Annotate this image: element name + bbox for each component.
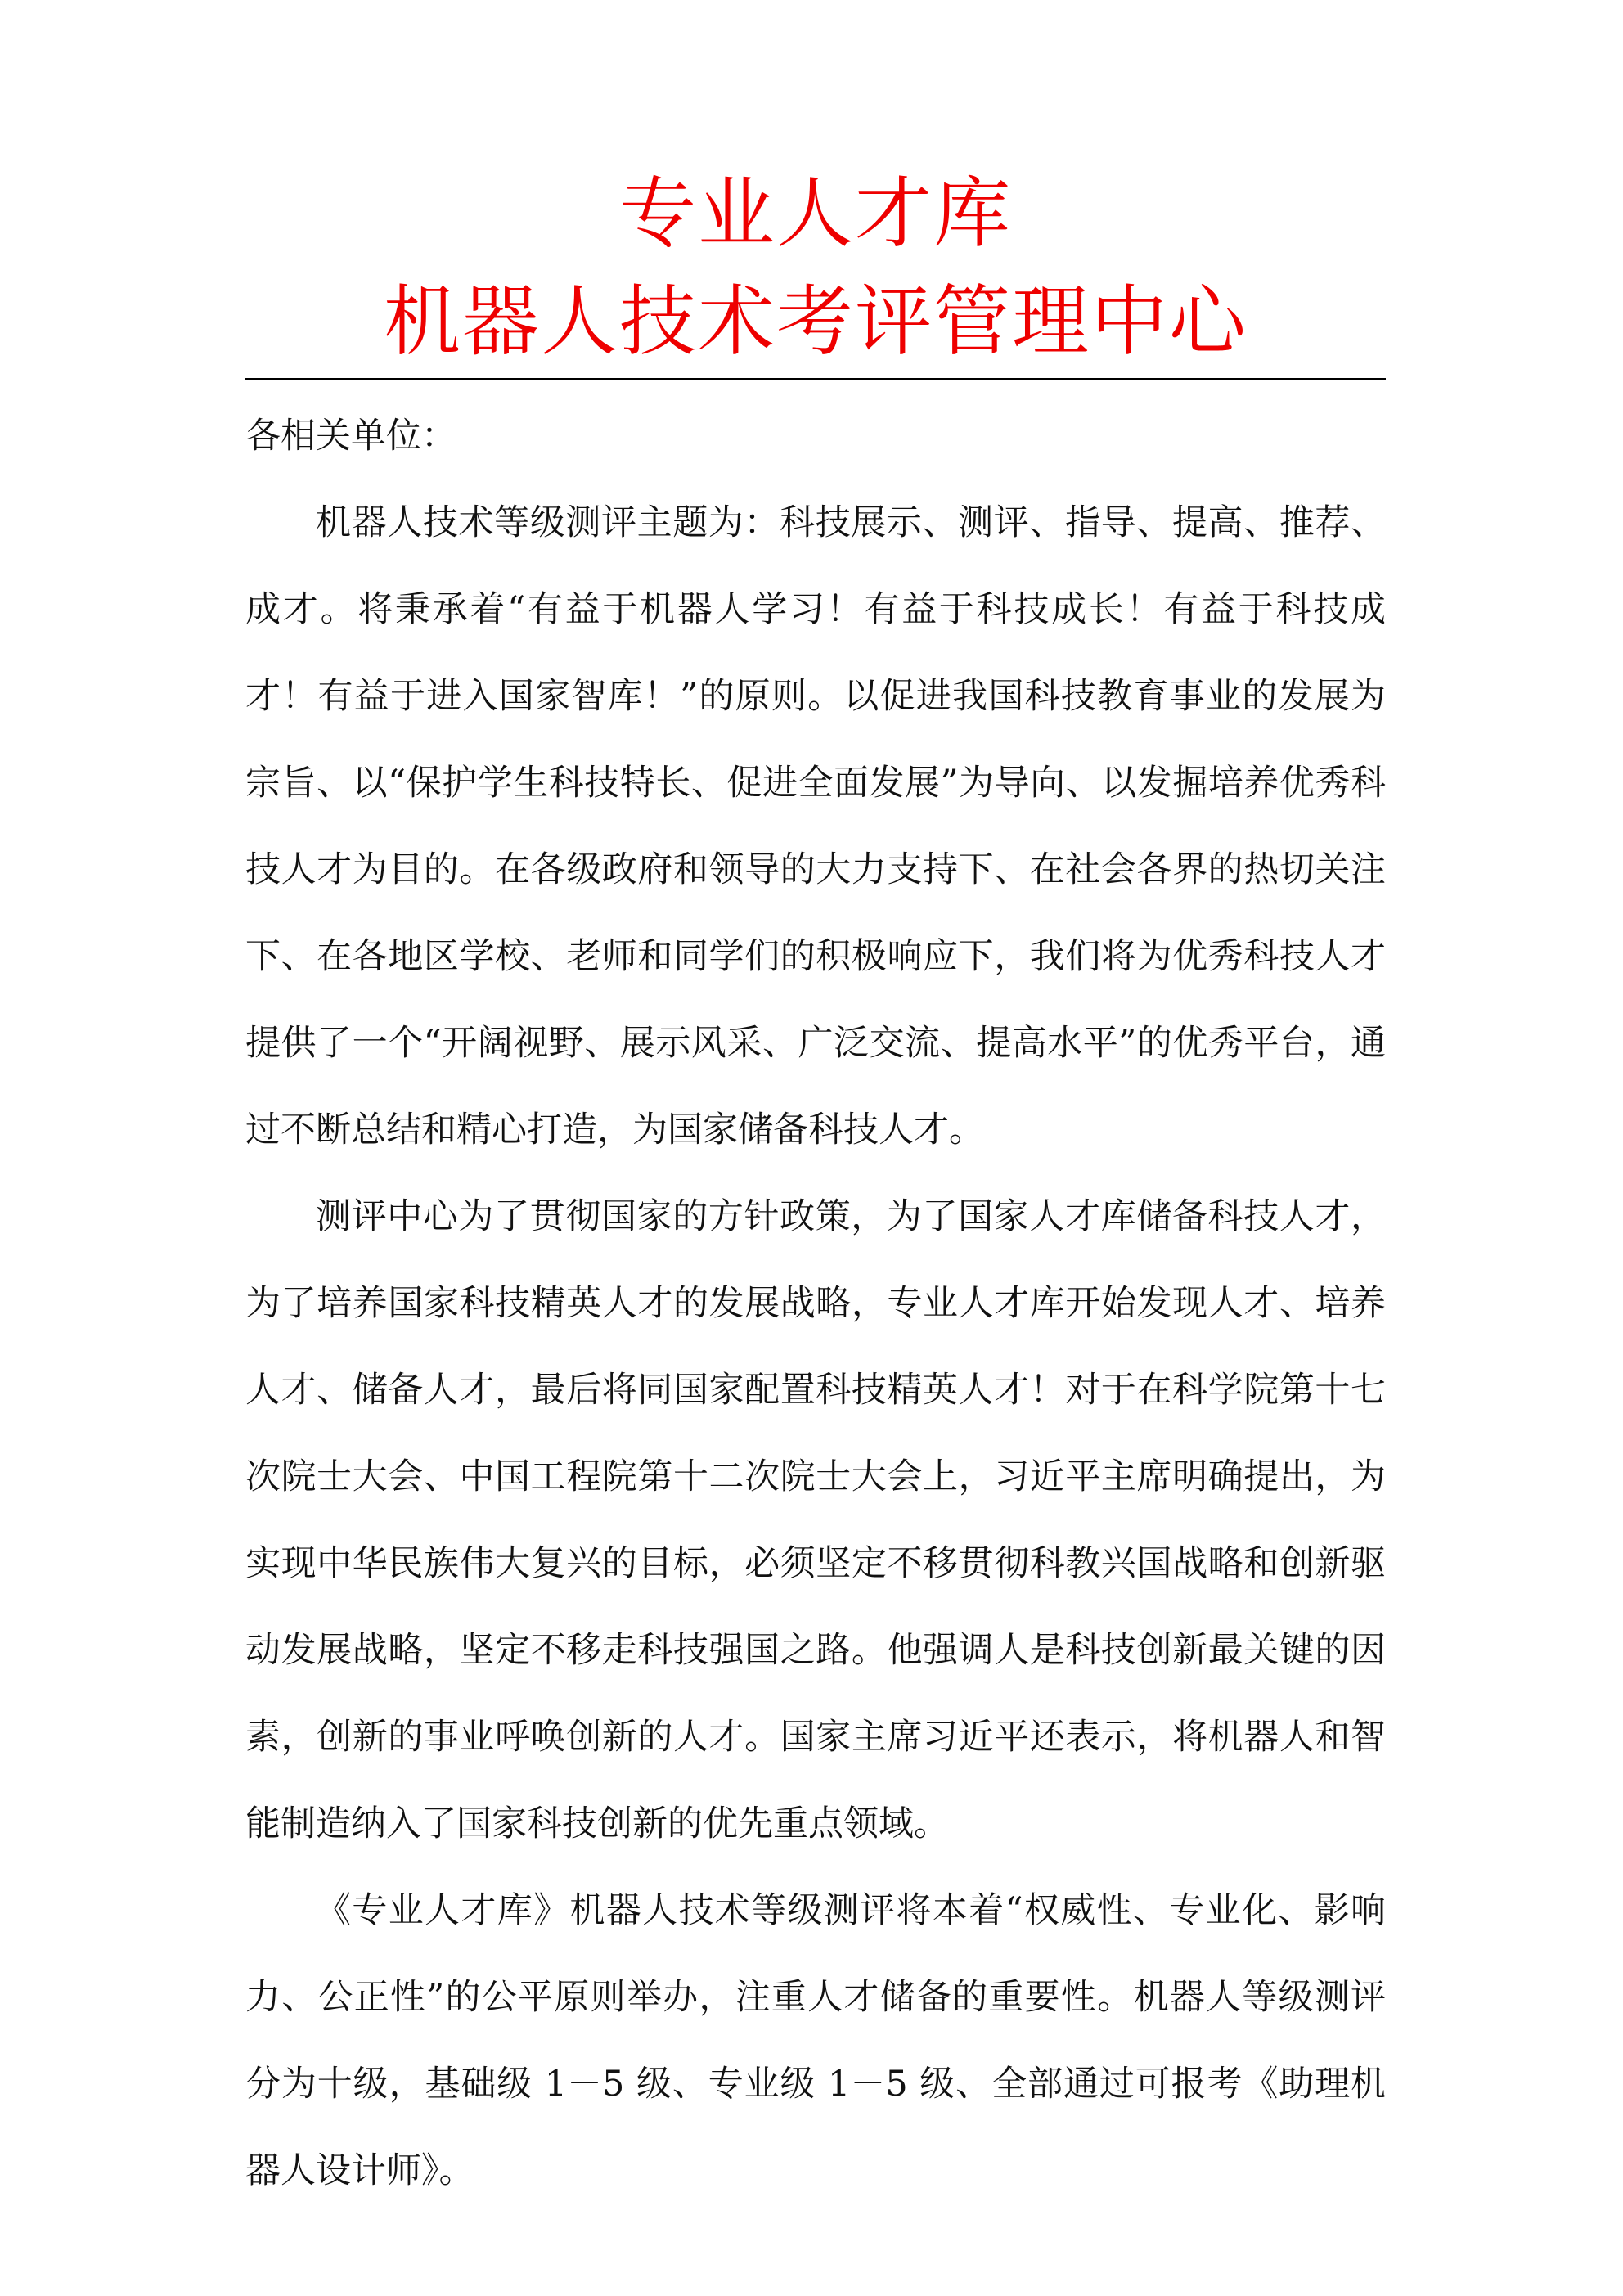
letter-body	[245, 393, 1386, 2214]
letterhead-title-line1: 专业人才库	[618, 169, 1012, 259]
paragraph-2: 测评中心为了贯彻国家的方针政策，为了国家人才库储备科技人才，为了培养国家科技精英人才的发展战略，专业人才库开始发现人才、培养人才、储备人才，最后将同国家配置科技精英人才！对于在科学院第十七次院士大会、中国工程院第十二次院士大会上，习近平主席明确提出，为实现中华民族伟大复兴的目标，必须坚定不移贯彻科教兴国战略和创新驱动发展战略，坚定不移走科技强国之路。他强调人是科技创新最关键的因素，创新的事业呼唤创新的人才。国家主席习近平还表示，将机器人和智能制造纳入了国家科技创新的优先重点领域。	[245, 1196, 1386, 1844]
paragraph-3: 《专业人才库》机器人技术等级测评将本着“权威性、专业化、影响力、公正性”的公平原则举办，注重人才储备的重要性。机器人等级测评分为十级，基础级 1－5 级、专业级 1－5 级、全部通过可报考《助理机器人设计师》。	[245, 1890, 1386, 2191]
letterhead-title-line2: 机器人技术考评管理中心	[383, 277, 1248, 367]
paragraph-1: 机器人技术等级测评主题为：科技展示、测评、指导、提高、推荐、成才。将秉承着“有益于机器人学习！有益于科技成长！有益于科技成才！有益于进入国家智库！”的原则。以促进我国科技教育事业的发展为宗旨、以“保护学生科技特长、促进全面发展”为导向、以发掘培养优秀科技人才为目的。在各级政府和领导的大力支持下、在社会各界的热切关注下、在各地区学校、老师和同学们的积极响应下，我们将为优秀科技人才提供了一个“开阔视野、展示风采、广泛交流、提高水平”的优秀平台，通过不断总结和精心打造，为国家储备科技人才。	[245, 502, 1386, 1150]
salutation: 各相关单位：	[245, 416, 456, 457]
header-divider	[245, 378, 1386, 380]
letterhead	[245, 160, 1386, 376]
